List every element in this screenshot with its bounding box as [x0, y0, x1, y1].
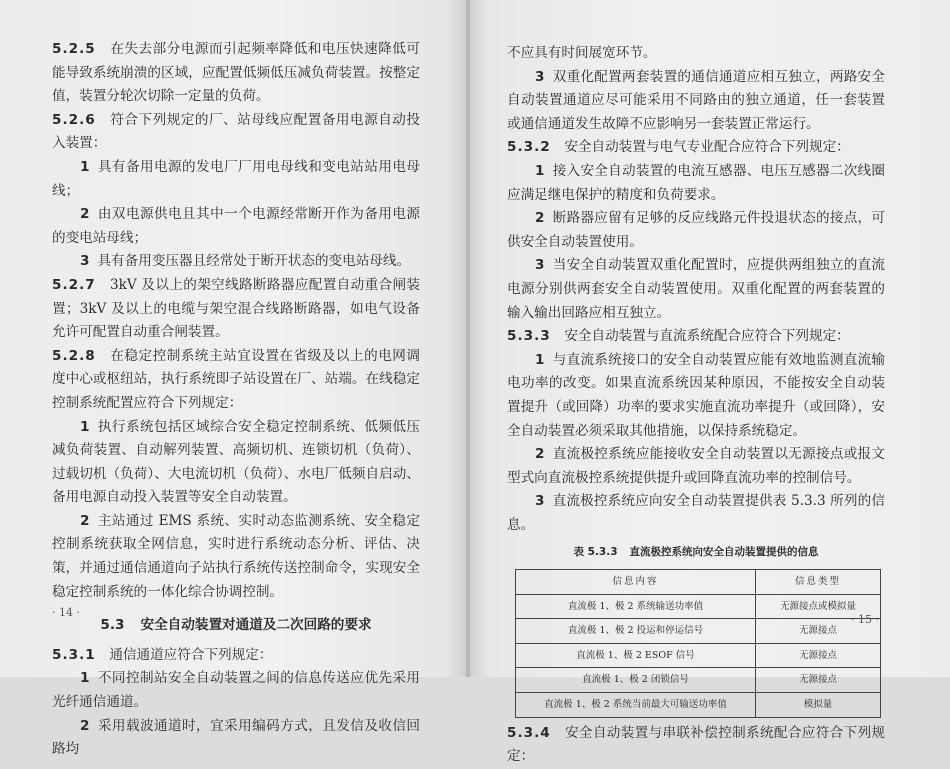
table-header-cell: 信息类型 [756, 570, 881, 595]
table-cell: 无源接点 [756, 643, 881, 668]
clause-5-3-3-item-3: 3 直流极控系统应向安全自动装置提供表 5.3.3 所列的信息。 [507, 493, 885, 533]
clause-5-3-3-item-2: 2 直流极控系统应能接收安全自动装置以无源接点或报文型式向直流极控系统提供提升或回降直流功率的控制信号。 [507, 446, 885, 486]
clause-5-2-6-item-1: 1 具有备用电源的发电厂厂用电母线和变电站站用电母线； [52, 158, 420, 199]
table-header-cell: 信息内容 [516, 570, 756, 595]
clause-5-2-6-item-3: 3 具有备用变压器且经常处于断开状态的变电站母线。 [80, 253, 411, 270]
left-page [0, 0, 466, 758]
right-page [470, 0, 950, 765]
table-cell: 模拟量 [756, 693, 881, 718]
section-heading-5-3: 5.3 安全自动装置对通道及二次回路的要求 [100, 617, 372, 634]
table-cell: 无源接点 [756, 619, 881, 644]
table-row [516, 643, 881, 668]
table-cell: 直流极 1、极 2 系统当前最大可输送功率值 [516, 693, 756, 718]
table-caption: 表 5.3.3 直流极控系统向安全自动装置提供的信息 [573, 546, 819, 559]
table-row [516, 594, 881, 619]
clause-5-3-2: 5.3.2 安全自动装置与电气专业配合应符合下列规定： [507, 139, 850, 156]
page-number-left: · 14 · [52, 606, 80, 619]
table-header-row [516, 570, 881, 595]
clause-5-2-6-item-2: 2 由双电源供电且其中一个电源经常断开作为备用电源的变电站母线； [52, 206, 420, 246]
table-cell: 直流极 1、极 2 系统输送功率值 [516, 594, 756, 619]
table-row [516, 619, 881, 644]
clause-5-3-1: 5.3.1 通信通道应符合下列规定： [52, 646, 273, 663]
clause-5-3-1-item-3: 3 双重化配置两套装置的通信通道应相互独立，两路安全自动装置通道应尽可能采用不同路由的独立通道，任一套装置或通信通道发生故障不应影响另一套装置正常运行。 [507, 68, 885, 132]
clause-5-3-1-item-2: 2 采用载波通道时，宜采用编码方式，且发信及收信回路均 [52, 717, 420, 758]
clause-5-3-1-item-1: 1 不同控制站安全自动装置之间的信息传送应优先采用光纤通信通道。 [52, 670, 420, 711]
clause-5-3-3-item-1: 1 与直流系统接口的安全自动装置应能有效地监测直流输电功率的改变。如果直流系统因某种原因，不能按安全自动装置提升（或回降）功率的要求实施直流功率提升（或回降），安全自动装置必须采取其他措施，以保持系统稳定。 [507, 351, 885, 439]
table-cell: 直流极 1、极 2 闭锁信号 [516, 668, 756, 693]
clause-5-3-2-item-1: 1 接入安全自动装置的电流互感器、电压互感器二次线圈应满足继电保护的精度和负荷要求。 [507, 162, 885, 203]
clause-5-3-3: 5.3.3 安全自动装置与直流系统配合应符合下列规定： [507, 328, 850, 345]
table-cell: 直流极 1、极 2 ESOF 信号 [516, 643, 756, 668]
info-table [515, 569, 881, 718]
clause-5-2-8-item-2: 2 主站通过 EMS 系统、实时动态监测系统、安全稳定控制系统获取全网信息，实时进行系统动态分析、评估、决策，并通过通信通道向子站执行系统传送控制命令，实现安全稳定控制系统的一体化综合协调控制。 [52, 512, 420, 600]
clause-5-2-7: 5.2.7 3kV 及以上的架空线路断路器应配置自动重合闸装置；3kV 及以上的电缆与架空混合线路断路器，如电气设备允许可配置自动重合闸装置。 [52, 276, 421, 341]
table-row [516, 668, 881, 693]
table-row [516, 693, 881, 718]
clause-5-2-6: 5.2.6 符合下列规定的厂、站母线应配置备用电源自动投入装置： [52, 111, 421, 152]
clause-5-3-4: 5.3.4 安全自动装置与串联补偿控制系统配合应符合下列规定： [507, 724, 886, 765]
clause-5-2-8-item-1: 1 执行系统包括区域综合安全稳定控制系统、低频低压减负荷装置、自动解列装置、高频切机、连锁切机（负荷）、过载切机（负荷）、大电流切机（负荷）、水电厂低频自启动、备用电源自动投入装置等安全自动装置。 [52, 418, 420, 506]
table-cell: 无源接点或模拟量 [756, 594, 881, 619]
left-page-content [52, 38, 420, 762]
continued-text: 不应具有时间展宽环节。 [507, 45, 657, 61]
clause-5-3-2-item-2: 2 断路器应留有足够的反应线路元件投退状态的接点，可供安全自动装置使用。 [507, 210, 885, 250]
right-page-content [507, 42, 885, 769]
clause-5-3-2-item-3: 3 当安全自动装置双重化配置时，应提供两组独立的直流电源分别供两套安全自动装置使用。双重化配置的两套装置的输入输出回路应相互独立。 [507, 257, 885, 321]
clause-5-2-8: 5.2.8 在稳定控制系统主站宜设置在省级及以上的电网调度中心或枢纽站，执行系统即子站设置在厂、站端。在线稳定控制系统配置应符合下列规定： [52, 347, 421, 411]
page-number-right: · 15 · [851, 613, 879, 626]
clause-5-2-5: 5.2.5 在失去部分电源而引起频率降低和电压快速降低可能导致系统崩溃的区域，应配置低频低压减负荷装置。按整定值，装置分轮次切除一定量的负荷。 [52, 41, 421, 105]
table-cell: 无源接点 [756, 668, 881, 693]
table-cell: 直流极 1、极 2 投运和停运信号 [516, 619, 756, 644]
